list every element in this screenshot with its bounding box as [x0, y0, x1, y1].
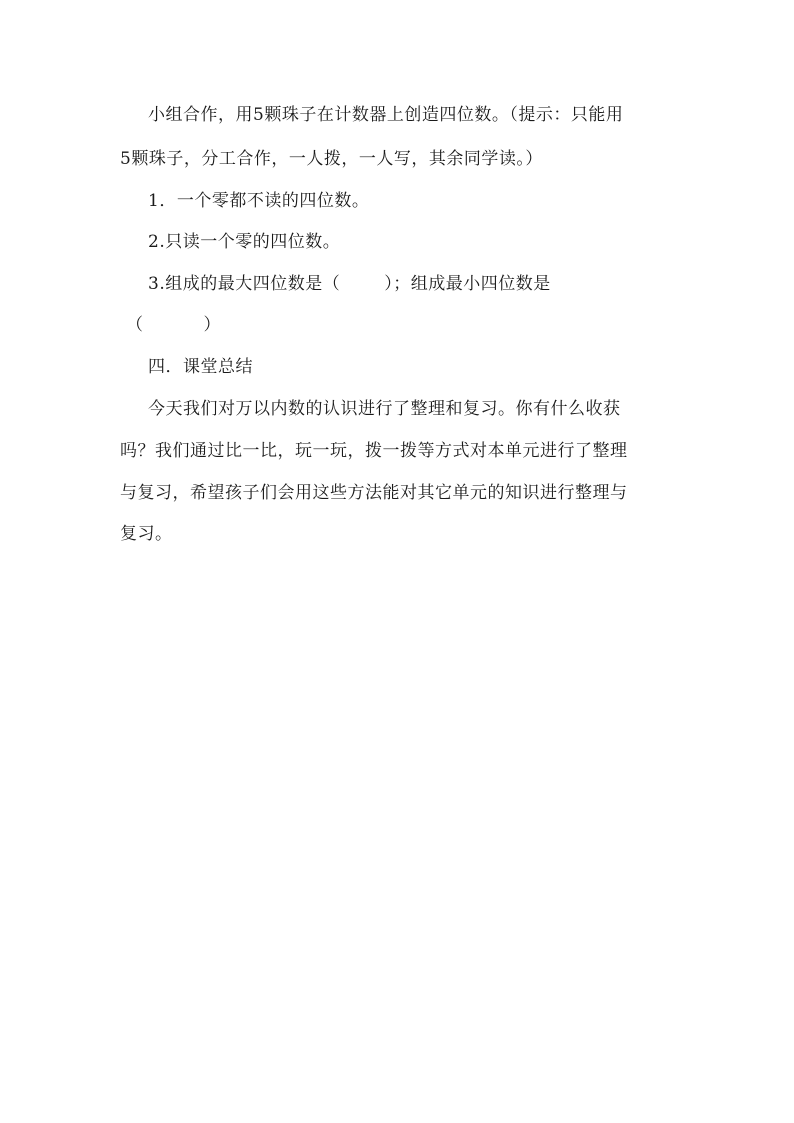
- summary-line-3: 与复习，希望孩子们会用这些方法能对其它单元的知识进行整理与: [120, 483, 628, 503]
- summary-line-1: 今天我们对万以内数的认识进行了整理和复习。你有什么收获: [148, 399, 621, 419]
- activity-line-2: 5颗珠子，分工合作，一人拨，一人写，其余同学读。）: [120, 149, 543, 169]
- paren-close: ）: [203, 315, 221, 335]
- task-3-part-b: ）；组成最小四位数是: [384, 274, 551, 294]
- task-3: [148, 273, 551, 295]
- task-3-part-a: 3.组成的最大四位数是（: [148, 274, 341, 294]
- summary-line-4: 复习。: [120, 524, 173, 544]
- task-2: 2.只读一个零的四位数。: [148, 232, 341, 252]
- paren-open: （: [126, 315, 144, 335]
- section-heading: 四．课堂总结: [148, 357, 253, 377]
- activity-line-1: 小组合作，用5颗珠子在计数器上创造四位数。（提示：只能用: [148, 105, 624, 125]
- summary-line-2: 吗？我们通过比一比，玩一玩，拨一拨等方式对本单元进行了整理: [120, 441, 628, 461]
- task-3-continued: [126, 314, 221, 336]
- task-1: 1．一个零都不读的四位数。: [148, 191, 370, 211]
